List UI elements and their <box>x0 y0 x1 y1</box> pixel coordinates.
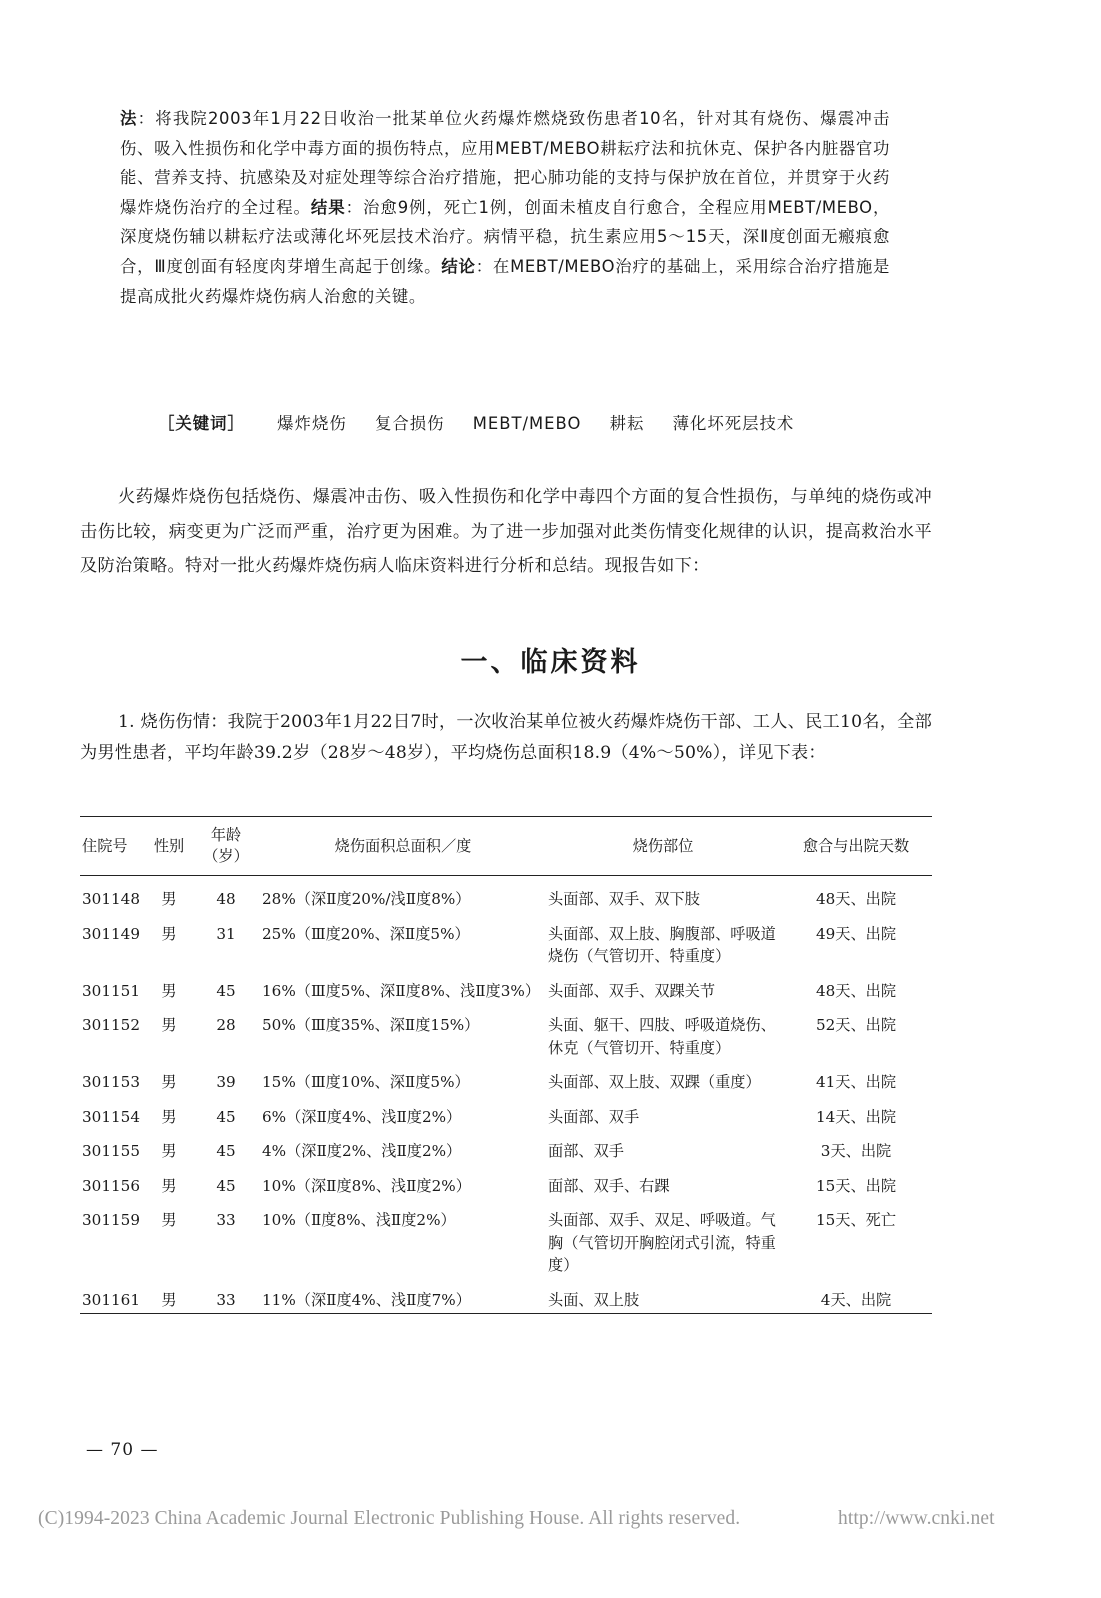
cell-burn-area: 16%（Ⅲ度5%、深Ⅱ度8%、浅Ⅱ度3%） <box>262 981 541 1000</box>
cell-admission-number: 301155 <box>82 1142 140 1160</box>
keyword-item: 爆炸烧伤 <box>277 414 347 433</box>
cell-sex: 男 <box>161 1073 177 1091</box>
cell-sex: 男 <box>161 1142 177 1160</box>
header-burn-site: 烧伤部位 <box>632 836 694 855</box>
cell-burn-area: 28%（深Ⅱ度20%/浅Ⅱ度8%） <box>262 890 471 908</box>
cell-healing-days: 4天、出院 <box>820 1290 892 1309</box>
abstract-block <box>120 104 890 311</box>
cell-age: 45 <box>216 981 236 1000</box>
keywords-label: ［关键词］ <box>158 414 245 433</box>
cell-burn-site: 头面部、双手、双下肢 <box>548 890 700 908</box>
cell-healing-days: 41天、出院 <box>815 1073 897 1091</box>
cell-admission-number: 301148 <box>82 890 140 908</box>
cell-healing-days: 3天、出院 <box>820 1142 892 1160</box>
cell-healing-days: 48天、出院 <box>815 981 897 1000</box>
cell-admission-number: 301151 <box>82 981 140 1000</box>
table-row <box>80 1199 932 1279</box>
methods-label: 法 <box>120 109 138 128</box>
section-heading: 一、临床资料 <box>460 647 641 678</box>
cell-age: 31 <box>216 924 236 943</box>
table-row <box>80 1096 932 1131</box>
cell-admission-number: 301159 <box>82 1211 140 1229</box>
cell-burn-site: 头面、躯干、四肢、呼吸道烧伤、休克（气管切开、特重度） <box>548 1016 776 1057</box>
cell-burn-site: 头面部、双手、双踝关节 <box>548 981 716 1000</box>
table-row <box>80 876 932 913</box>
cell-age: 28 <box>216 1016 236 1034</box>
cell-burn-area: 15%（Ⅲ度10%、深Ⅱ度5%） <box>262 1073 470 1091</box>
keyword-item: 薄化坏死层技术 <box>672 414 795 433</box>
cell-burn-site: 面部、双手、右踝 <box>548 1176 670 1195</box>
table-header-row <box>80 817 932 876</box>
footer-url: http://www.cnki.net <box>838 1508 995 1529</box>
copyright-text: (C)1994-2023 China Academic Journal Electronic Publishing House. All rights reserved. <box>38 1508 741 1529</box>
table-row <box>80 1130 932 1165</box>
cell-admission-number: 301156 <box>82 1176 140 1195</box>
cell-burn-area: 4%（深Ⅱ度2%、浅Ⅱ度2%） <box>262 1142 462 1160</box>
patient-table <box>80 816 932 1314</box>
conclusion-label: 结论 <box>441 256 476 276</box>
cell-burn-area: 50%（Ⅲ度35%、深Ⅱ度15%） <box>262 1016 480 1034</box>
cell-burn-site: 头面部、双手、双足、呼吸道。气胸（气管切开胸腔闭式引流，特重度） <box>548 1211 776 1274</box>
table-row <box>80 1061 932 1096</box>
header-admission-number: 住院号 <box>82 836 128 855</box>
cell-sex: 男 <box>161 1016 177 1034</box>
cell-burn-area: 6%（深Ⅱ度4%、浅Ⅱ度2%） <box>262 1107 462 1126</box>
cell-admission-number: 301152 <box>82 1016 140 1034</box>
results-text: ：治愈9例，死亡1例，创面未植皮自行愈合，全程应用MEBT/MEBO，深度烧伤辅以耕耘疗法或薄化坏死层技术治疗。病情平稳，抗生素应用5～15天，深Ⅱ度创面无瘢痕愈合，Ⅲ度创面有轻度肉芽增生高起于创缘。 <box>120 197 890 276</box>
cell-burn-area: 10%（Ⅱ度8%、浅Ⅱ度2%） <box>262 1211 456 1229</box>
keyword-item: 复合损伤 <box>374 414 445 433</box>
cell-sex: 男 <box>161 1107 177 1126</box>
cell-sex: 男 <box>161 1176 177 1195</box>
cell-burn-site: 头面部、双上肢、双踝（重度） <box>548 1073 761 1091</box>
intro-paragraph: 火药爆炸烧伤包括烧伤、爆震冲击伤、吸入性损伤和化学中毒四个方面的复合性损伤，与单纯的烧伤或冲击伤比较，病变更为广泛而严重，治疗更为困难。为了进一步加强对此类伤情变化规律的认识，提高救治水平及防治策略。特对一批火药爆炸烧伤病人临床资料进行分析和总结。现报告如下： <box>80 487 932 576</box>
cell-sex: 男 <box>161 981 177 1000</box>
cell-burn-site: 头面部、双上肢、胸腹部、呼吸道烧伤（气管切开、特重度） <box>548 924 776 965</box>
cell-sex: 男 <box>161 1211 177 1229</box>
header-burn-area: 烧伤面积总面积／度 <box>334 836 472 855</box>
cell-healing-days: 48天、出院 <box>815 890 897 908</box>
cell-admission-number: 301149 <box>82 924 140 943</box>
cell-admission-number: 301153 <box>82 1073 140 1091</box>
keyword-item: MEBT/MEBO <box>472 414 582 433</box>
cell-age: 33 <box>216 1290 236 1309</box>
methods-text: ：将我院2003年1月22日收治一批某单位火药爆炸燃烧致伤患者10名，针对其有烧伤、爆震冲击伤、吸入性损伤和化学中毒方面的损伤特点，应用MEBT/MEBO耕耘疗法和抗休克、保护各内脏器官功能、营养支持、抗感染及对症处理等综合治疗措施，把心肺功能的支持与保护放在首位，并贯穿于火药爆炸烧伤治疗的全过程。 <box>120 109 890 217</box>
table-row <box>80 970 932 1005</box>
cell-age: 45 <box>216 1142 236 1160</box>
cell-burn-area: 11%（深Ⅱ度4%、浅Ⅱ度7%） <box>262 1290 471 1309</box>
burn-injury-paragraph: 1. 烧伤伤情：我院于2003年1月22日7时，一次收治某单位被火药爆炸烧伤干部、工人、民工10名，全部为男性患者，平均年龄39.2岁（28岁～48岁），平均烧伤总面积18.9（4%～50%），详见下表： <box>80 712 932 763</box>
header-sex: 性别 <box>153 836 185 855</box>
copyright-footer <box>38 1508 1068 1530</box>
keywords-line <box>158 410 816 438</box>
cell-age: 45 <box>216 1107 236 1126</box>
cell-burn-site: 头面、双上肢 <box>548 1290 640 1309</box>
cell-burn-area: 25%（Ⅲ度20%、深Ⅱ度5%） <box>262 924 470 943</box>
cell-healing-days: 15天、死亡 <box>815 1211 897 1229</box>
cell-burn-site: 面部、双手 <box>548 1142 624 1160</box>
cell-healing-days: 14天、出院 <box>815 1107 897 1126</box>
cell-age: 48 <box>216 890 236 908</box>
cell-sex: 男 <box>161 1290 177 1309</box>
cell-burn-area: 10%（深Ⅱ度8%、浅Ⅱ度2%） <box>262 1176 471 1195</box>
cell-age: 39 <box>216 1073 236 1091</box>
header-age: 年龄（岁） <box>203 826 249 865</box>
cell-healing-days: 52天、出院 <box>815 1016 897 1034</box>
table-row <box>80 1279 932 1314</box>
cell-healing-days: 15天、出院 <box>815 1176 897 1195</box>
cell-admission-number: 301161 <box>82 1290 140 1309</box>
results-label: 结果 <box>310 197 346 217</box>
header-healing-days: 愈合与出院天数 <box>802 836 910 855</box>
cell-healing-days: 49天、出院 <box>815 924 897 943</box>
table-row <box>80 1004 932 1061</box>
cell-burn-site: 头面部、双手 <box>548 1107 640 1126</box>
cell-admission-number: 301154 <box>82 1107 140 1126</box>
table-row <box>80 1165 932 1200</box>
cell-sex: 男 <box>161 890 177 908</box>
cell-age: 33 <box>216 1211 236 1229</box>
keyword-item: 耕耘 <box>609 414 645 433</box>
table-row <box>80 913 932 970</box>
cell-age: 45 <box>216 1176 236 1195</box>
cell-sex: 男 <box>161 924 177 943</box>
page-number: — 70 — <box>86 1440 159 1460</box>
conclusion-text: ：在MEBT/MEBO治疗的基础上，采用综合治疗措施是提高成批火药爆炸烧伤病人治愈的关键。 <box>120 256 890 306</box>
